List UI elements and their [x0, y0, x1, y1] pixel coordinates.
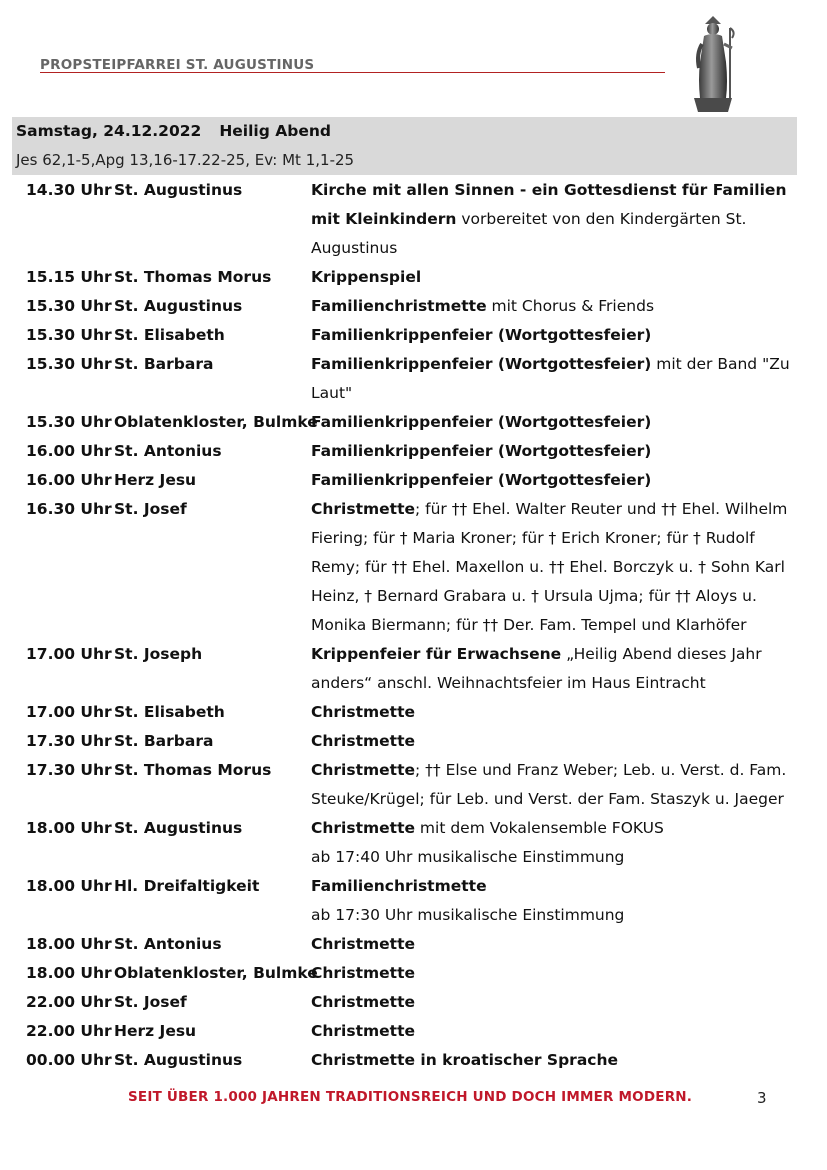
- entry-event: Familienkrippenfeier (Wortgottesfeier): [311, 326, 652, 344]
- entry-event: Christmette: [311, 964, 415, 982]
- day-readings: Jes 62,1-5,Apg 13,16-17.22-25, Ev: Mt 1,1-25: [16, 151, 355, 169]
- parish-name: PROPSTEIPFARREI ST. AUGUSTINUS: [40, 57, 315, 73]
- entry-church: St. Thomas Morus: [114, 268, 272, 286]
- schedule-entry: [26, 959, 796, 988]
- entry-time: 14.30 Uhr: [26, 181, 112, 199]
- entry-event: Christmette in kroatischer Sprache: [311, 1051, 619, 1069]
- entry-details: ; für †† Ehel. Walter Reuter und †† Ehel. Wilhelm Fiering; für † Maria Kroner; für † Erich Kroner; für † Rudolf Remy; für †† Ehel. Maxellon u. †† Ehel. Borczyk u. † Sohn Karl Heinz, † Bernard Grabara u. † Ursula Ujma; für †† Aloys u. Monika Biermann; für †† Der. Fam. Tempel und Klarhöfer: [311, 500, 788, 634]
- entry-description: [311, 176, 796, 263]
- entry-time: 22.00 Uhr: [26, 1022, 112, 1040]
- entry-event: Kirche mit allen Sinnen - ein Gottesdienst für Familien mit Kleinkindern: [311, 181, 787, 228]
- entry-event: Familienkrippenfeier (Wortgottesfeier): [311, 355, 652, 373]
- entry-description: [311, 466, 796, 495]
- entry-event: Christmette: [311, 500, 415, 518]
- entry-details: vorbereitet von den Kindergärten St. Augustinus: [311, 210, 747, 257]
- entry-time: 16.00 Uhr: [26, 442, 112, 460]
- schedule-entry: [26, 1046, 796, 1075]
- entry-church: St. Joseph: [114, 645, 203, 663]
- schedule-entry: [26, 756, 796, 814]
- entry-church: St. Josef: [114, 500, 187, 518]
- saint-statue-icon: [686, 14, 742, 114]
- entry-details: „Heilig Abend dieses Jahr anders“ anschl. Weihnachtsfeier im Haus Eintracht: [311, 645, 762, 692]
- entry-church: Oblatenkloster, Bulmke: [114, 964, 318, 982]
- day-title: Heilig Abend: [219, 122, 331, 140]
- schedule-entry: [26, 727, 796, 756]
- header-divider: [40, 72, 665, 73]
- entry-church: St. Antonius: [114, 442, 222, 460]
- schedule-entry: [26, 988, 796, 1017]
- entry-description: [311, 930, 796, 959]
- entry-details: mit dem Vokalensemble FOKUS: [415, 819, 664, 837]
- entry-description: [311, 640, 796, 698]
- entry-details: mit der Band "Zu Laut": [311, 355, 790, 402]
- entry-event: Christmette: [311, 761, 415, 779]
- day-date: Samstag, 24.12.2022: [16, 122, 202, 140]
- entry-description: [311, 408, 796, 437]
- entry-description: [311, 321, 796, 350]
- entry-description: [311, 495, 796, 640]
- entry-description: [311, 437, 796, 466]
- entry-church: St. Elisabeth: [114, 703, 225, 721]
- entry-church: St. Thomas Morus: [114, 761, 272, 779]
- entry-description: [311, 814, 796, 872]
- entry-event: Familienkrippenfeier (Wortgottesfeier): [311, 442, 652, 460]
- entry-time: 15.30 Uhr: [26, 297, 112, 315]
- entry-description: [311, 727, 796, 756]
- entry-description: [311, 698, 796, 727]
- entry-church: St. Augustinus: [114, 297, 243, 315]
- schedule-entry: [26, 292, 796, 321]
- entry-details: ; †† Else und Franz Weber; Leb. u. Verst. d. Fam. Steuke/Krügel; für Leb. und Verst. der Fam. Staszyk u. Jaeger: [311, 761, 787, 808]
- entry-event: Christmette: [311, 732, 415, 750]
- schedule-entry: [26, 698, 796, 727]
- schedule-entry: [26, 930, 796, 959]
- entry-description: [311, 959, 796, 988]
- schedule-entry: [26, 466, 796, 495]
- entry-time: 18.00 Uhr: [26, 935, 112, 953]
- entry-details: mit Chorus & Friends: [486, 297, 655, 315]
- entry-time: 22.00 Uhr: [26, 993, 112, 1011]
- entry-description: [311, 756, 796, 814]
- entry-church: St. Augustinus: [114, 1051, 243, 1069]
- entry-time: 16.00 Uhr: [26, 471, 112, 489]
- schedule-entry: [26, 321, 796, 350]
- schedule-entry: [26, 814, 796, 872]
- entry-time: 15.30 Uhr: [26, 413, 112, 431]
- entry-church: St. Josef: [114, 993, 187, 1011]
- entry-description: [311, 988, 796, 1017]
- entry-event: Krippenfeier für Erwachsene: [311, 645, 562, 663]
- entry-church: St. Barbara: [114, 355, 214, 373]
- entry-time: 18.00 Uhr: [26, 877, 112, 895]
- entry-church: Oblatenkloster, Bulmke: [114, 413, 318, 431]
- entry-church: St. Barbara: [114, 732, 214, 750]
- footer-motto: SEIT ÜBER 1.000 JAHREN TRADITIONSREICH UND DOCH IMMER MODERN.: [128, 1089, 693, 1105]
- schedule-entry: [26, 1017, 796, 1046]
- schedule-entry: [26, 437, 796, 466]
- entry-event: Christmette: [311, 935, 415, 953]
- entry-time: 00.00 Uhr: [26, 1051, 112, 1069]
- entry-event: Familienchristmette: [311, 877, 487, 895]
- service-schedule: [26, 176, 796, 1075]
- entry-event: Familienkrippenfeier (Wortgottesfeier): [311, 413, 652, 431]
- entry-time: 15.15 Uhr: [26, 268, 112, 286]
- entry-event: Christmette: [311, 1022, 415, 1040]
- entry-event: Familienchristmette: [311, 297, 487, 315]
- entry-description: [311, 350, 796, 408]
- entry-time: 16.30 Uhr: [26, 500, 112, 518]
- entry-time: 18.00 Uhr: [26, 819, 112, 837]
- entry-church: Herz Jesu: [114, 471, 197, 489]
- entry-description: [311, 263, 796, 292]
- schedule-entry: [26, 350, 796, 408]
- entry-church: St. Antonius: [114, 935, 222, 953]
- entry-time: 15.30 Uhr: [26, 326, 112, 344]
- entry-event: Christmette: [311, 993, 415, 1011]
- schedule-entry: [26, 176, 796, 263]
- entry-description: [311, 292, 796, 321]
- entry-description: [311, 1046, 796, 1075]
- entry-time: 18.00 Uhr: [26, 964, 112, 982]
- entry-time: 17.30 Uhr: [26, 761, 112, 779]
- entry-church: Herz Jesu: [114, 1022, 197, 1040]
- entry-event: Christmette: [311, 819, 415, 837]
- entry-event: Krippenspiel: [311, 268, 422, 286]
- day-heading: [16, 122, 331, 140]
- page-number: 3: [757, 1089, 767, 1107]
- entry-church: St. Elisabeth: [114, 326, 225, 344]
- entry-description: [311, 1017, 796, 1046]
- entry-church: St. Augustinus: [114, 819, 243, 837]
- entry-church: St. Augustinus: [114, 181, 243, 199]
- entry-time: 17.30 Uhr: [26, 732, 112, 750]
- entry-note: ab 17:40 Uhr musikalische Einstimmung: [311, 848, 625, 866]
- entry-description: [311, 872, 796, 930]
- schedule-entry: [26, 640, 796, 698]
- schedule-entry: [26, 263, 796, 292]
- schedule-entry: [26, 408, 796, 437]
- schedule-entry: [26, 872, 796, 930]
- entry-church: Hl. Dreifaltigkeit: [114, 877, 260, 895]
- entry-event: Familienkrippenfeier (Wortgottesfeier): [311, 471, 652, 489]
- entry-event: Christmette: [311, 703, 415, 721]
- entry-note: ab 17:30 Uhr musikalische Einstimmung: [311, 906, 625, 924]
- entry-time: 15.30 Uhr: [26, 355, 112, 373]
- schedule-entry: [26, 495, 796, 640]
- entry-time: 17.00 Uhr: [26, 645, 112, 663]
- entry-time: 17.00 Uhr: [26, 703, 112, 721]
